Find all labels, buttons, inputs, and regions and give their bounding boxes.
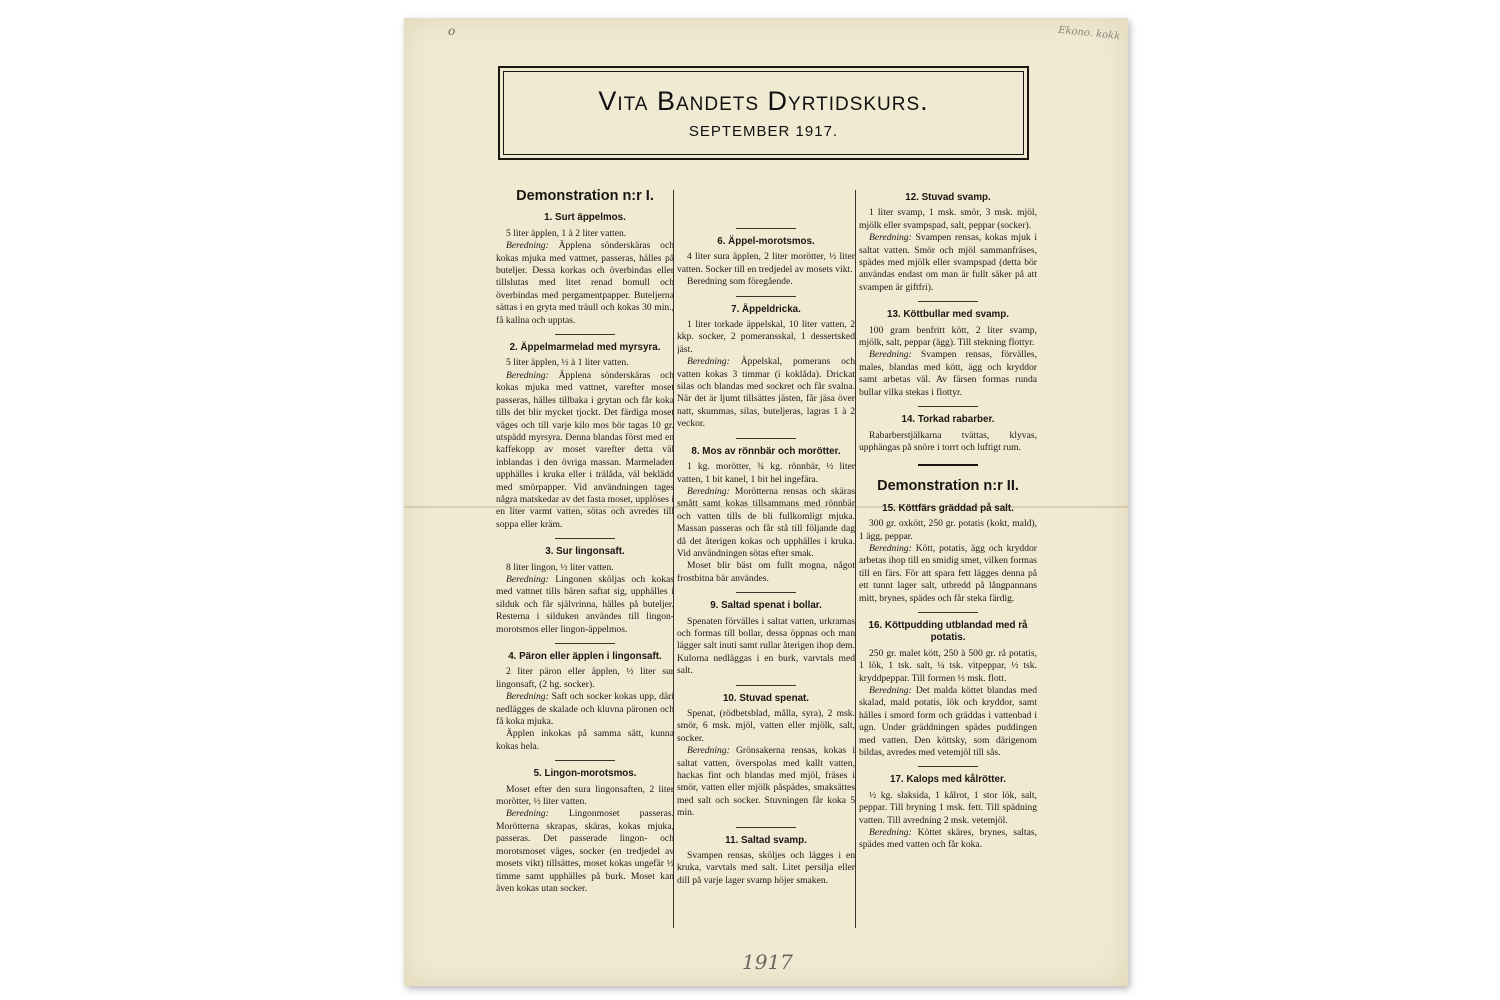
recipe-method: Spenaten förvälles i saltat vatten, urkramas och formas till bollar, dessa öppnas och man lägger salt inuti samt rullar återigen ihop dem. Kulorna nedläggas i en burk, varvtals med salt. [677,615,855,677]
separator [918,301,978,302]
recipe-ingredients: ½ kg. slaksida, 1 kålrot, 1 stor lök, salt, peppar. Till bryning 1 msk. fett. Till spädning vatten. Till avredning 2 msk. vetemjöl. [859,789,1037,826]
recipe-title: 7. Äppeldricka. [731,303,801,315]
separator [555,538,615,539]
method-label: Beredning: [687,485,730,497]
recipe-title: 15. Köttfärs gräddad på salt. [882,502,1014,514]
recipe-title: 4. Päron eller äpplen i lingonsaft. [508,651,662,662]
recipe-method: Beredning som föregående. [687,276,793,288]
column-2 [677,186,855,936]
recipe-title: 1. Surt äppelmos. [544,212,626,224]
section-separator [918,464,978,466]
section-heading: Demonstration n:r II. [877,478,1019,495]
method-text: Svampen rensas, förvälles, males, blandas med kött, ägg och kryddor samt arbetas väl. Av färsen formas runda bullar vilka stekas i flottyr. [859,349,1037,398]
separator [736,438,796,439]
recipe-method [496,808,674,895]
recipe-title: 10. Stuvad spenat. [722,692,810,704]
recipe-method [859,685,1037,759]
recipe-title: 9. Saltad spenat i bollar. [710,600,822,612]
method-label: Beredning: [869,542,912,554]
method-label: Beredning: [687,356,730,368]
separator [736,296,796,297]
recipe-title: 3. Sur lingonsaft. [545,546,625,558]
method-text: Äppelskal, pomerans och vatten kokas 3 timmar (i koklåda). Drickat silas och blandas med sockret och får svalna. När det är ljumt tillsättes jästen, får jäsa över natt, skummas, silas, buteljeras, lagras 1 à 2 veckor. [677,356,855,430]
section-heading: Demonstration n:r I. [516,188,654,204]
separator [736,228,796,229]
recipe-method [496,240,674,327]
separator [555,334,615,335]
recipe-16 [859,620,1037,759]
recipe-3 [496,546,674,636]
recipe-ingredients: 5 liter äpplen, ½ à 1 liter vatten. [506,357,629,369]
separator [918,406,978,407]
pencil-year-note: 1917 [742,950,793,974]
method-text: Kött, potatis, ägg och kryddor arbetas ihop till en smidig smet, vilken formas till en färs. För att spara fett lägges denna på ett tunnt lager salt, utbredd på långpannans mitt, brynes, spädes och får steka färdig. [859,542,1037,604]
recipe-title: 11. Saltad svamp. [725,834,807,846]
recipe-ingredients: 100 gram benfritt kött, 2 liter svamp, mjölk, salt, peppar (ägg). Till stekning flottyr. [859,324,1037,349]
recipe-method [677,356,855,430]
recipe-1 [496,212,674,327]
separator [736,685,796,686]
recipe-ingredients: 1 liter torkade äppelskal, 10 liter vatten, 2 kkp. socker, 2 pomeransskal, 1 dessertsked jäst. [677,319,855,355]
recipe-7 [677,304,855,431]
recipe-method [677,745,855,819]
recipe-6 [677,236,855,289]
method-label: Beredning: [506,808,549,820]
page-title: Vita Bandets Dyrtidskurs. [598,86,929,116]
pencil-corner-note: Ekono. kokk [1057,24,1121,43]
recipe-14 [859,414,1037,454]
separator [918,766,978,767]
recipe-title: 13. Köttbullar med svamp. [887,309,1009,321]
recipe-15 [859,503,1037,605]
recipe-method [496,691,674,728]
recipe-4 [496,651,674,753]
recipe-ingredients: 5 liter äpplen, 1 à 2 liter vatten. [506,227,627,239]
recipe-title: 12. Stuvad svamp. [905,192,991,203]
recipe-method [496,370,674,531]
method-label: Beredning: [506,240,549,252]
method-text: Äpplena sönderskäras och kokas mjuka med vattnet, varefter moset passeras, hälles tillbaka i grytan och får koka tills det blir mycket tjockt. Det färdiga moset väges och till varje kilo mos bör tagas 10 gr. utspädd myrsyra. Denna blandas först med en kaffekopp av moset varefter detta väl inblandas i den övriga massan. Marmeladen upphälles i kruka eller i trälåda, väl beklädd med smörpapper. Vid användningen tages några matskedar av det fasta moset, upplöses i en liter varmt vatten, sötas och avredes till soppa eller kräm. [496,369,674,530]
title-box [498,66,1029,160]
document-page [404,18,1128,986]
recipe-2 [496,342,674,531]
separator [555,643,615,644]
method-text: Saft och socker kokas upp, däri nedlägges de skalade och kluvna päronen och få koka mjuka. [496,691,674,728]
separator [918,612,978,613]
separator [736,592,796,593]
method-text: Svampen rensas, kokas mjuk i saltat vatten. Smör och mjöl sammanfräses, spädes med mjölk eller svampspad (detta bör användas endast om man är fullt säker på att svampen är giftfri). [859,232,1037,293]
recipe-method: Svampen rensas, sköljes och lägges i en kruka, varvtals med salt. Litet persilja eller dill på varje lager svamp höjer smaken. [677,850,855,886]
column-1 [496,186,674,936]
method-label: Beredning: [506,691,549,703]
recipe-8 [677,446,855,585]
recipe-method [859,827,1037,852]
column-divider [855,190,856,928]
column-3 [859,186,1037,936]
page-subtitle: SEPTEMBER 1917. [688,123,839,140]
recipe-note: Äpplen inkokas på samma sätt, kunna kokas hela. [496,728,674,752]
method-label: Beredning: [506,573,549,585]
recipe-9 [677,600,855,677]
separator [555,760,615,761]
method-label: Beredning: [687,745,730,757]
recipe-title: 8. Mos av rönnbär och morötter. [691,445,841,457]
recipe-10 [677,693,855,820]
method-text: Lingonen sköljas och kokas med vattnet tills bären saftat sig, upphälles i silduk och får självrinna, hälles på buteljer. Resterna i silduken användes till lingon-morotsmos eller lingon-äppelmos. [496,573,674,635]
recipe-title: 2. Äppelmarmelad med myrsyra. [509,342,661,354]
method-label: Beredning: [869,685,912,696]
recipe-ingredients: 250 gr. malet kött, 250 à 500 gr. rå potatis, 1 lök, 1 tsk. salt, ¼ tsk. vitpeppar, ½ tsk. kryddpeppar. Till formen ½ msk. flott. [859,647,1037,684]
recipe-12 [859,192,1037,294]
recipe-17 [859,774,1037,851]
recipe-method [677,486,855,560]
recipe-11 [677,835,855,888]
pencil-mark: o [448,24,456,38]
method-text: Köttet skäres, brynes, saltas, spädes med vatten och får koka. [859,827,1037,851]
recipe-ingredients: Moset efter den sura lingonsaften, 2 liter morötter, ½ liter vatten. [496,783,674,808]
recipe-ingredients: 4 liter sura äpplen, 2 liter morötter, ½ liter vatten. Socker till en tredjedel av mosets vikt. [677,251,855,275]
recipe-method [859,543,1037,605]
method-text: Äpplena sönderskäras och kokas mjuka med vattnet, passeras, hälles på buteljer. Dessa korkas och överbindas eller tillslutas med litet renad bomull och överbindas med pergamentpapper. Buteljerna sättas i en gryta med träull och kokas 30 min., få kallna och upptas. [496,240,674,326]
method-text: Det malda köttet blandas med skalad, mald potatis, lök och kryddor, samt hälles i smord form och gräddas i vattenbad i ugn. Under gräddningen spädes puddingen med vatten. Den köttsky, som därigenom bildas, avredes med vetemjöl till sås. [859,685,1037,759]
recipe-note: Moset blir bäst om fullt mogna, något frostbitna bär användes. [677,560,855,584]
recipe-ingredients: 2 liter päron eller äpplen, ½ liter sur lingonsaft, (2 hg. socker). [496,666,674,690]
recipe-ingredients: 300 gr. oxkött, 250 gr. potatis (kokt, mald), 1 ägg, peppar. [859,518,1037,542]
method-label: Beredning: [869,827,912,839]
method-text: Lingonmoset passeras. Morötterna skrapas, skäras, kokas mjuka, passeras. Det passerade lingon- och morotsmoset väges, socker (en tredjedel av mosets vikt) tillsättes, moset kokas ungefär ½ timme samt upphälles på burk. Moset kan även kokas utan socker. [496,808,674,894]
recipe-title: 6. Äppel-morotsmos. [717,236,815,247]
method-text: Morötterna rensas och skäras smått samt kokas tillsammans med rönnbär och vatten tills de bli fullkomligt mjuka. Massan passeras och får stå till följande dag då det återigen kokas och upphälles i kruka. Vid användningen sötas efter smak. [677,485,855,559]
separator [736,827,796,828]
recipe-ingredients: 8 liter lingon, ½ liter vatten. [506,561,614,573]
recipe-ingredients: Spenat, (rödbetsblad, målla, syra), 2 msk. smör, 6 msk. mjöl, vatten eller mjölk, salt, socker. [677,708,855,744]
recipe-title: 14. Torkad rabarber. [901,414,995,426]
recipe-method [859,349,1037,399]
recipe-5 [496,768,674,895]
recipe-13 [859,309,1037,399]
method-label: Beredning: [869,232,912,244]
recipe-ingredients: 1 kg. morötter, ¾ kg. rönnbär, ½ liter vatten, 1 bit kanel, 1 bit hel ingefära. [677,461,855,485]
recipe-title: 5. Lingon-morotsmos. [533,768,637,780]
method-text: Grönsakerna rensas, kokas i saltat vatten, överspolas med kallt vatten, hackas fint och blandas med mjöl, fräses i smör, vatten eller mjölk påspädes, smaksättes med salt och socker. Stuvningen får koka 5 min. [677,745,855,819]
method-label: Beredning: [506,369,549,381]
recipe-title: 17. Kalops med kålrötter. [890,774,1006,786]
method-label: Beredning: [869,349,912,361]
recipe-method: Rabarberstjälkarna tvättas, klyvas, upphängas på snöre i torrt och luftigt rum. [859,429,1037,453]
recipe-method [496,574,674,636]
recipe-ingredients: 1 liter svamp, 1 msk. smör, 3 msk. mjöl, mjölk eller svampspad, salt, peppar (socker). [859,207,1037,231]
recipe-title: 16. Köttpudding utblandad med rå potatis. [868,619,1028,644]
recipe-method [859,232,1037,294]
